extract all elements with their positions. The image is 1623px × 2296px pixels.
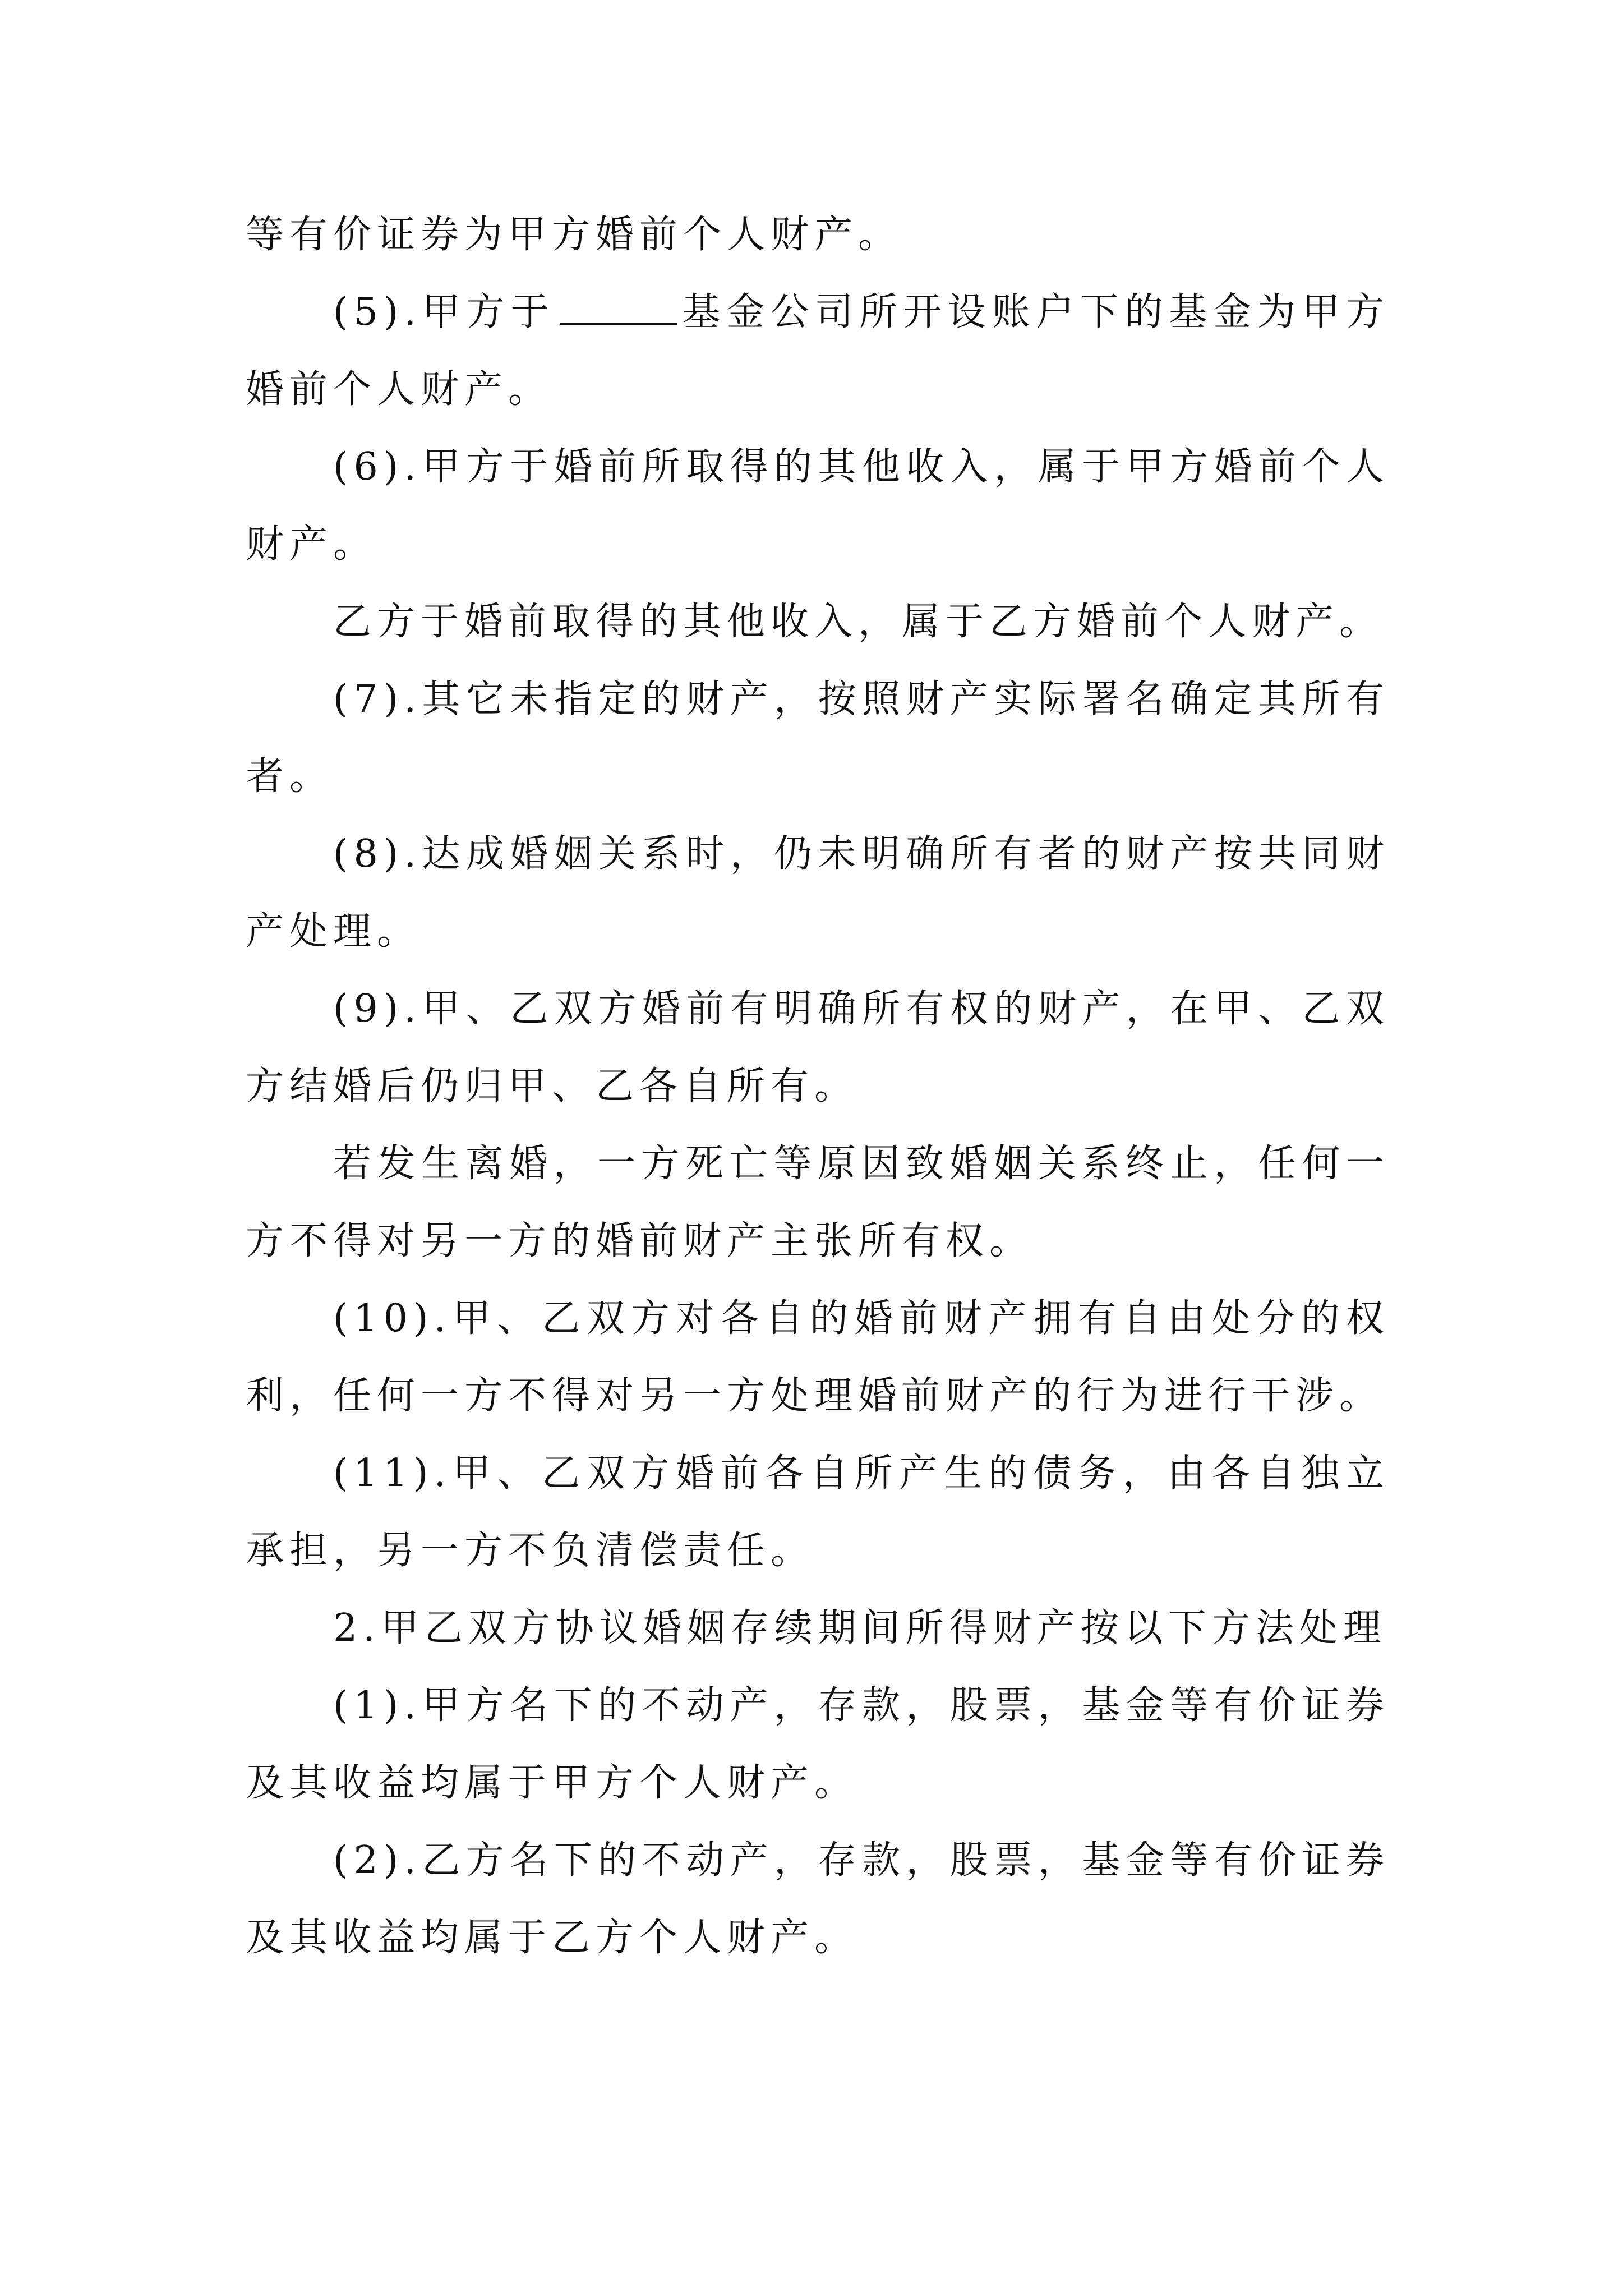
paragraph-item-5 (246, 274, 1390, 429)
document-body (246, 196, 1390, 1977)
paragraph-item-5-end: 基金公司所开设账户下的基金为甲方婚前个人财产。 (246, 290, 1390, 412)
paragraph-item-7: (7).其它未指定的财产，按照财产实际署名确定其所有者。 (246, 677, 1390, 799)
paragraph-item-10: (10).甲、乙双方对各自的婚前财产拥有自由处分的权利，任何一方不得对另一方处理婚前财产的行为进行干涉。 (246, 1296, 1390, 1418)
paragraph-item-9: (9).甲、乙双方婚前有明确所有权的财产，在甲、乙双方结婚后仍归甲、乙各自所有。 (246, 987, 1390, 1108)
paragraph-sub-item-2: (2).乙方名下的不动产，存款，股票，基金等有价证券及其收益均属于乙方个人财产。 (246, 1838, 1390, 1960)
paragraph-item-5-start: (5).甲方于 (333, 290, 555, 334)
paragraph-item-6: (6).甲方于婚前所取得的其他收入，属于甲方婚前个人财产。 (246, 445, 1390, 567)
paragraph-item-8: (8).达成婚姻关系时，仍未明确所有者的财产按共同财产处理。 (246, 832, 1390, 954)
section-heading-2: 2.甲乙双方协议婚姻存续期间所得财产按以下方法处理 (333, 1606, 1387, 1650)
paragraph-item-11: (11).甲、乙双方婚前各自所产生的债务，由各自独立承担，另一方不负清偿责任。 (246, 1451, 1390, 1573)
fill-in-blank (560, 289, 677, 325)
paragraph-continuation: 等有价证券为甲方婚前个人财产。 (246, 213, 902, 257)
paragraph-sub-item-1: (1).甲方名下的不动产，存款，股票，基金等有价证券及其收益均属于甲方个人财产。 (246, 1683, 1390, 1805)
paragraph-party-b-income: 乙方于婚前取得的其他收入，属于乙方婚前个人财产。 (333, 600, 1384, 644)
paragraph-divorce-clause: 若发生离婚，一方死亡等原因致婚姻关系终止，任何一方不得对另一方的婚前财产主张所有权。 (246, 1142, 1390, 1263)
